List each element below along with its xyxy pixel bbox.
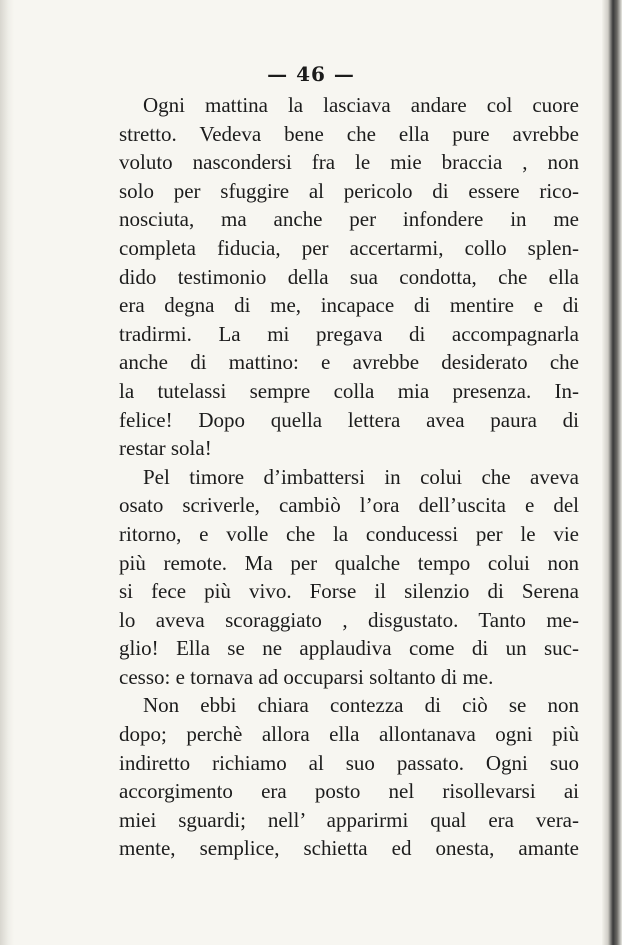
text-line: completa fiducia, per accertarmi, collo splen- xyxy=(119,235,579,260)
body-text xyxy=(119,91,579,863)
page-left-edge xyxy=(0,0,14,945)
text-line: voluto nascondersi fra le mie braccia , non xyxy=(119,150,579,175)
text-line: si fece più vivo. Forse il silenzio di Serena xyxy=(119,579,579,604)
text-line: miei sguardi; nell’ apparirmi qual era vera- xyxy=(119,807,579,832)
text-line: accorgimento era posto nel risollevarsi ai xyxy=(119,779,579,804)
text-line: Pel timore d’imbattersi in colui che aveva xyxy=(143,464,579,489)
text-line: Non ebbi chiara contezza di ciò se non xyxy=(143,693,579,718)
text-line: dopo; perchè allora ella allontanava ogni più xyxy=(119,722,579,747)
text-line: glio! Ella se ne applaudiva come di un suc- xyxy=(119,636,579,661)
text-line: mente, semplice, schietta ed onesta, amante xyxy=(119,836,579,861)
text-line: osato scriverle, cambiò l’ora dell’uscita e del xyxy=(119,493,579,518)
text-line: anche di mattino: e avrebbe desiderato che xyxy=(119,350,579,375)
text-line: solo per sfuggire al pericolo di essere rico- xyxy=(119,178,579,203)
text-line: ritorno, e volle che la conducessi per le vie xyxy=(119,521,579,546)
text-line: restar sola! xyxy=(119,436,212,461)
paragraph-3 xyxy=(119,691,579,863)
text-line: indiretto richiamo al suo passato. Ogni suo xyxy=(119,750,579,775)
page-number: — 46 — xyxy=(267,62,355,86)
paragraph-2 xyxy=(119,463,579,692)
text-line: felice! Dopo quella lettera avea paura di xyxy=(119,407,579,432)
paragraph-1 xyxy=(119,91,579,463)
text-line: la tutelassi sempre colla mia presenza. In- xyxy=(119,378,579,403)
text-line: dido testimonio della sua condotta, che ella xyxy=(119,264,579,289)
page-right-edge xyxy=(602,0,622,945)
text-line: lo aveva scoraggiato , disgustato. Tanto me- xyxy=(119,607,579,632)
text-line: Ogni mattina la lasciava andare col cuore xyxy=(143,93,579,117)
text-line: cesso: e tornava ad occuparsi soltanto di me. xyxy=(119,664,494,689)
text-line: tradirmi. La mi pregava di accompagnarla xyxy=(119,321,579,346)
text-line: stretto. Vedeva bene che ella pure avrebbe xyxy=(119,121,579,146)
text-line: era degna di me, incapace di mentire e di xyxy=(119,293,579,318)
text-line: più remote. Ma per qualche tempo colui non xyxy=(119,550,579,575)
text-line: nosciuta, ma anche per infondere in me xyxy=(119,207,579,232)
